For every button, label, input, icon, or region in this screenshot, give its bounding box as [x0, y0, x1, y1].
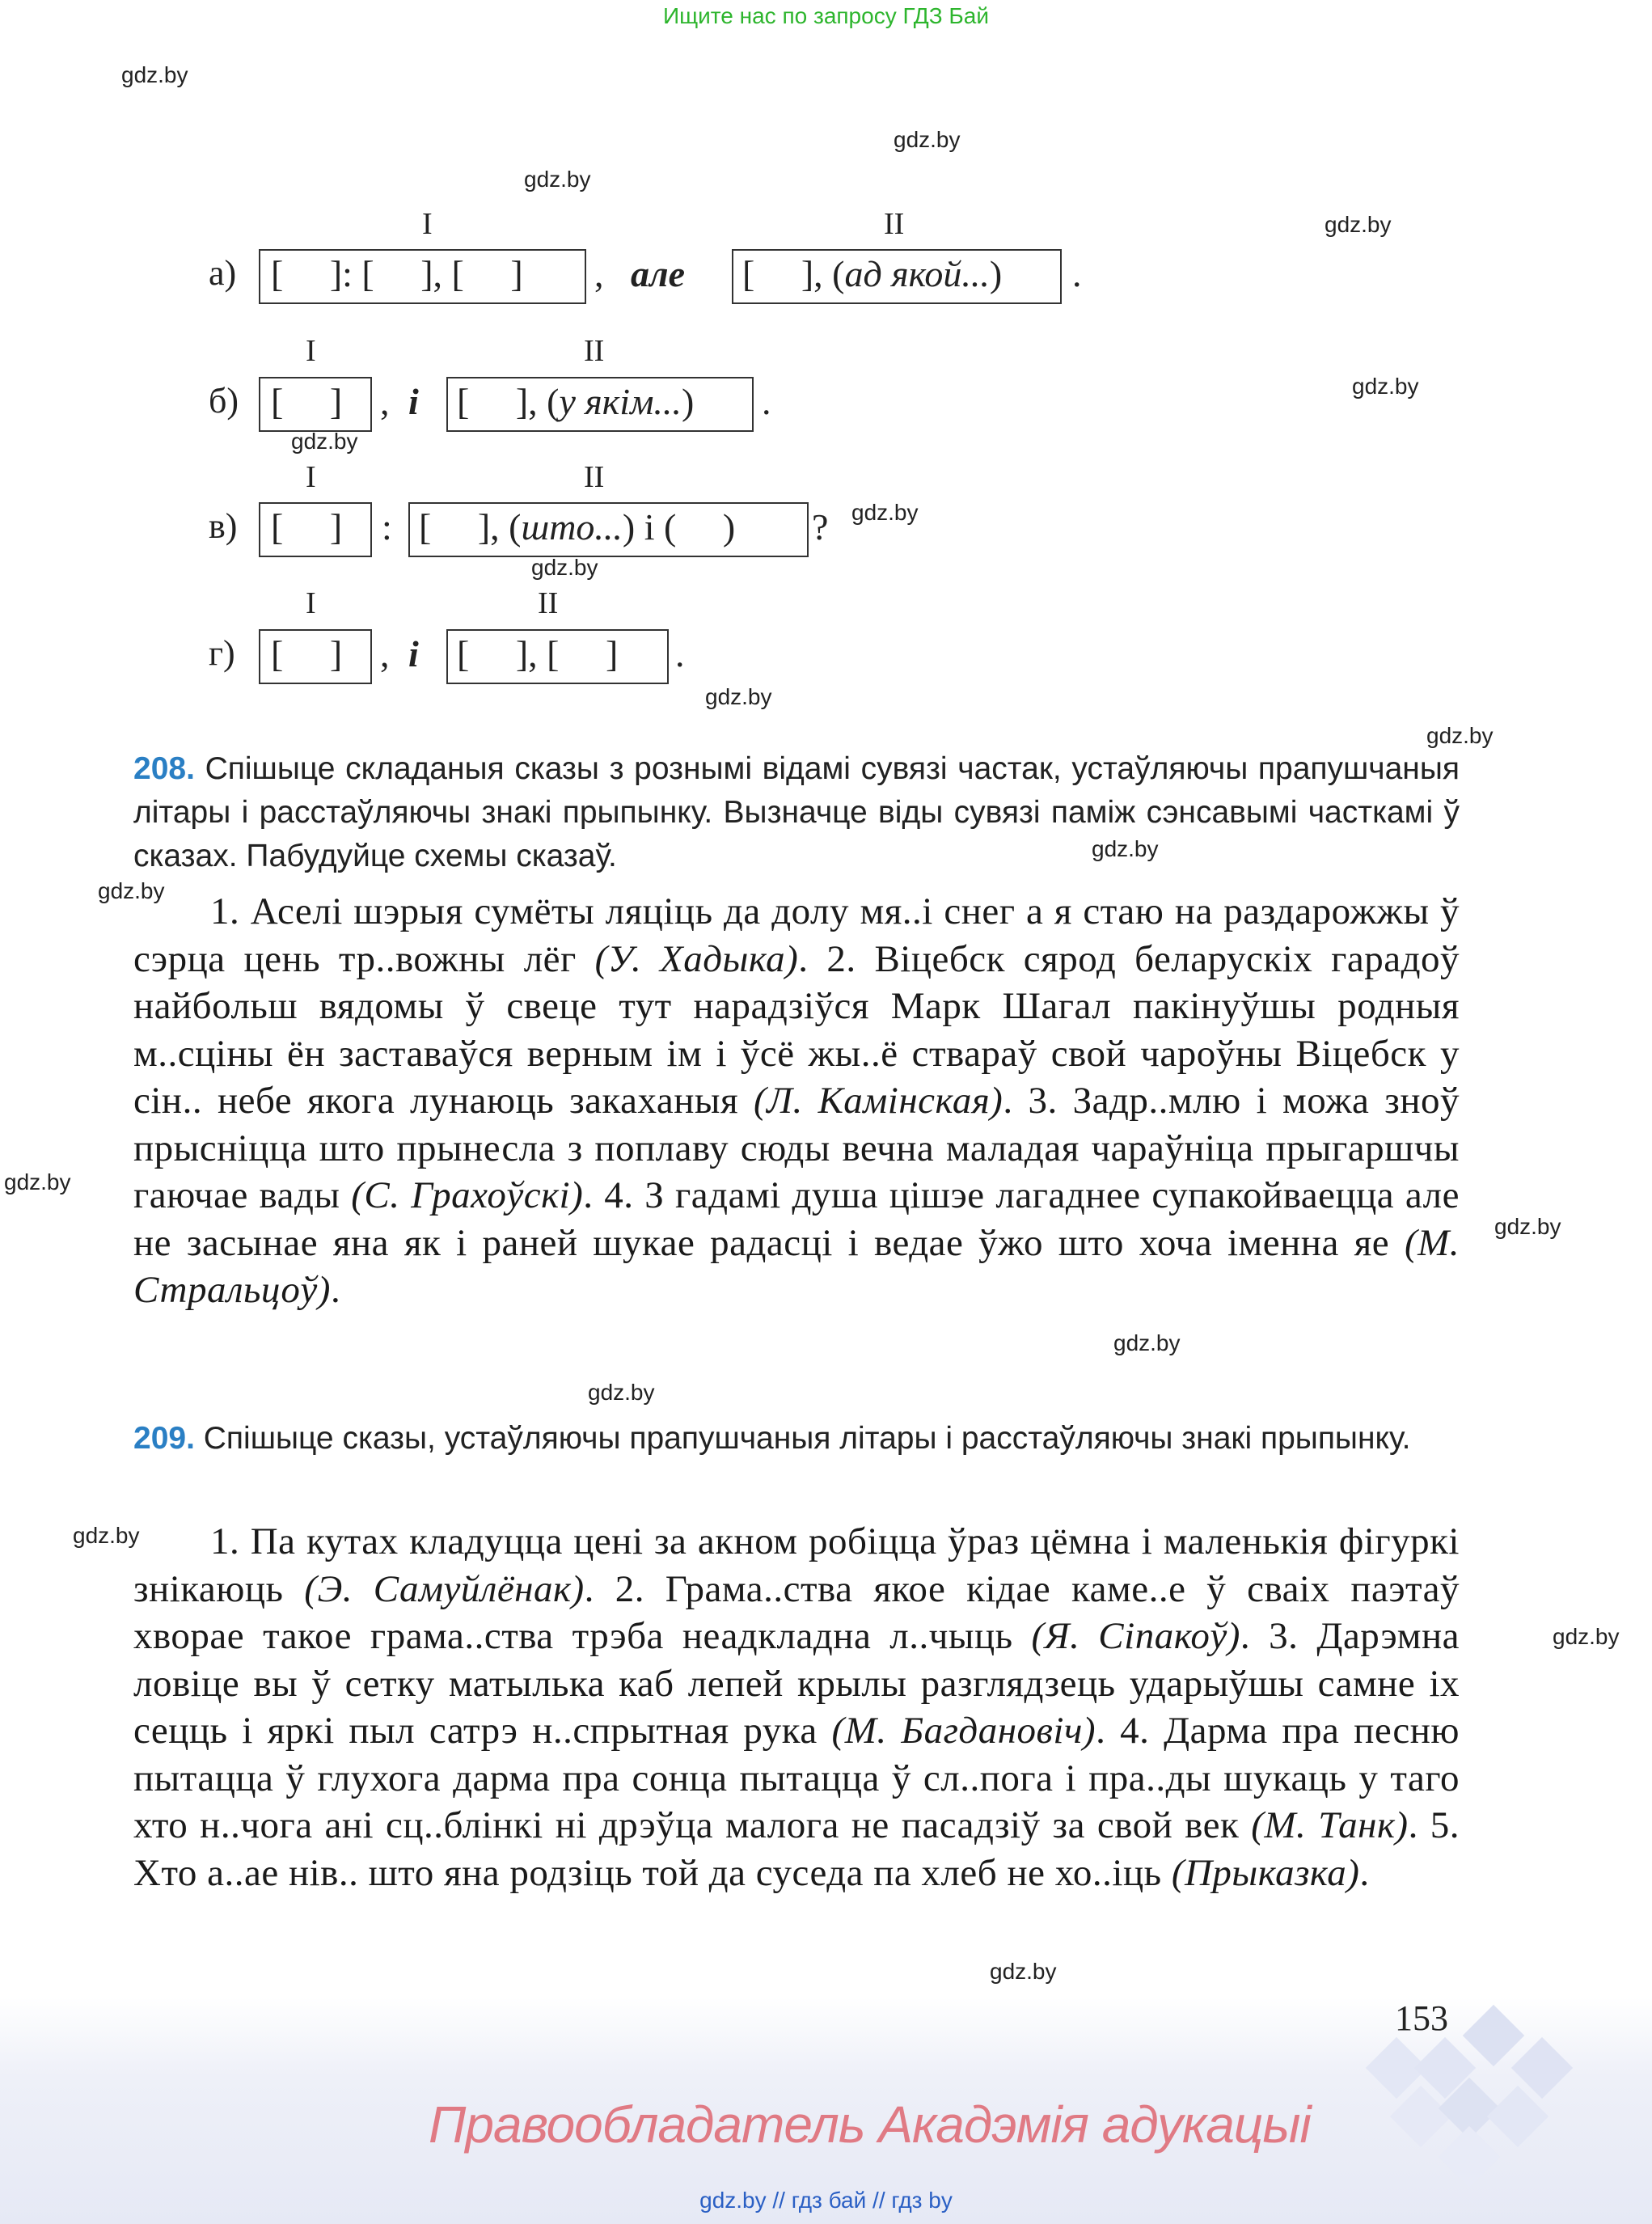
- comma: ,: [594, 253, 604, 294]
- sentence-text: .: [1359, 1851, 1370, 1894]
- part-numeral: I: [306, 586, 316, 620]
- source-attribution: (М. Багдановіч): [831, 1710, 1096, 1752]
- conjunction: і: [408, 633, 419, 674]
- watermark: gdz.by: [121, 62, 188, 87]
- watermark: gdz.by: [4, 1169, 71, 1194]
- scheme-box-text: [ ], [ ]: [457, 633, 619, 674]
- watermark: gdz.by: [291, 429, 358, 454]
- scheme-label: г): [209, 633, 235, 673]
- task-209-text: [133, 1518, 1460, 1896]
- end-mark: .: [675, 633, 685, 674]
- source-attribution: (Я. Сіпакоў): [1031, 1615, 1240, 1657]
- task-208-text: [133, 888, 1460, 1314]
- part-numeral: II: [538, 586, 559, 620]
- watermark: gdz.by: [1494, 1214, 1561, 1239]
- source-attribution: (Прыказка): [1171, 1851, 1360, 1894]
- source-attribution: (Э. Самуйлёнак): [304, 1567, 585, 1610]
- rights-holder: Правообладатель Акадэмія адукацыі: [429, 2095, 1311, 2154]
- instruction-text: Спішыце складаныя сказы з рознымі відамі сувязі частак, устаўляючы прапушчаныя літары і расстаўляючы знакі прыпынку. Вызначце віды сувязі паміж сэнсавымі часткамі ў сказах. Пабудуйце схемы сказаў.: [133, 751, 1460, 873]
- watermark: gdz.by: [990, 1959, 1057, 1984]
- scheme-box-text: [ ], (што...) і ( ): [419, 506, 736, 548]
- page-number: 153: [1395, 1998, 1448, 2038]
- colon: :: [382, 506, 392, 548]
- watermark: gdz.by: [1325, 212, 1392, 237]
- part-numeral: II: [884, 207, 905, 241]
- part-numeral: I: [306, 334, 316, 368]
- scheme-box-text: [ ]: [271, 381, 343, 422]
- source-attribution: (С. Грахоўскі): [351, 1174, 584, 1216]
- source-attribution: (М. Стральцоў): [133, 1221, 1460, 1311]
- watermark: gdz.by: [851, 500, 919, 525]
- sentence-text: . 2. Віцебск сярод беларускіх гарадоў найбольш вядомы ў свеце тут нарадзіўся Марк Шагал пакінуўшы родныя м..сціны ён заставаўся верным ім і ўсё жы..ё ствараў свой чароўны Віцебск у сін.. небе якога лунаюць закаханыя: [133, 937, 1460, 1122]
- end-mark: .: [1072, 253, 1082, 294]
- sentence-text: . 2. Грама..ства якое кідае каме..е ў сваіх паэтаў хворае такое грама..ства трэба неадкладна л..чыць: [133, 1567, 1460, 1657]
- task-number: 209.: [133, 1421, 195, 1456]
- watermark: gdz.by: [531, 555, 598, 580]
- watermark: gdz.by: [894, 127, 961, 152]
- scheme-box-text: [ ], (у якім...): [457, 381, 695, 422]
- end-mark: ?: [812, 506, 829, 548]
- part-numeral: II: [584, 460, 605, 494]
- conjunction: і: [408, 381, 419, 422]
- watermark: gdz.by: [1426, 723, 1494, 748]
- scheme-box-text: [ ]: [271, 506, 343, 548]
- task-209-instruction: [133, 1417, 1460, 1461]
- watermark: gdz.by: [1092, 836, 1159, 861]
- scheme-label: б): [209, 381, 239, 421]
- watermark: gdz.by: [1352, 374, 1419, 399]
- watermark: gdz.by: [705, 684, 772, 709]
- comma: ,: [380, 381, 390, 422]
- conjunction: але: [631, 253, 686, 294]
- scheme-box-text: [ ]: [271, 633, 343, 674]
- source-attribution: (Л. Камінская): [753, 1080, 1003, 1122]
- sentence-text: 1. Па кутах кладуцца цені за акном робіцца ўраз цёмна і маленькія фігуркі знікаюць: [133, 1520, 1460, 1610]
- sentence-text: . 3. Задр..млю і можа зноў прысніцца што прынесла з поплаву сюды вечна маладая чараўніца прыгаршчы гаючае вады: [133, 1080, 1460, 1216]
- sentence-text: . 3. Дарэмна ловіце вы ў сетку матылька каб лепей крылы разглядзець ударыўшы самне іх сецць і яркі пыл сатрэ н..спрытная рука: [133, 1615, 1460, 1752]
- watermark: gdz.by: [73, 1523, 140, 1548]
- part-numeral: I: [306, 460, 316, 494]
- sentence-text: . 4. Дарма пра песню пытацца ў глухога дарма пра сонца пытацца ў сл..пога і пра..ды шукаць у таго хто н..чога ані сц..блінкі ні дрэўца малога не пасадзіў за свой век: [133, 1710, 1460, 1846]
- task-number: 208.: [133, 751, 195, 786]
- part-numeral: II: [584, 334, 605, 368]
- comma: ,: [380, 633, 390, 674]
- watermark: gdz.by: [588, 1380, 655, 1405]
- source-attribution: (М. Танк): [1251, 1804, 1409, 1846]
- sentence-text: . 4. З гадамі душа цішэе лагаднее супакойваецца але не засынае яна як і раней шукае радасці і ведае ўжо што хоча іменна яе: [133, 1174, 1460, 1264]
- instruction-text: Спішыце сказы, устаўляючы прапушчаныя літары і расстаўляючы знакі прыпынку.: [203, 1421, 1411, 1456]
- scheme-box-text: [ ]: [ ], [ ]: [271, 253, 523, 294]
- watermark: gdz.by: [524, 167, 591, 192]
- sentence-text: 1. Аселі шэрыя сумёты ляціць да долу мя..і снег а я стаю на раздарожжы ў сэрца цень тр..вожны лёг: [133, 890, 1460, 980]
- top-banner[interactable]: Ищите нас по запросу ГДЗ Бай: [662, 3, 990, 28]
- watermark: gdz.by: [1113, 1330, 1181, 1355]
- watermark: gdz.by: [98, 878, 165, 903]
- sentence-text: . 5. Хто а..ае нів.. што яна родзіць той да суседа па хлеб не хо..іць: [133, 1804, 1460, 1894]
- task-208-instruction: [133, 747, 1460, 878]
- sentence-text: .: [330, 1269, 341, 1311]
- bottom-links[interactable]: gdz.by // гдз бай // гдз by: [699, 2188, 953, 2213]
- watermark: gdz.by: [1553, 1624, 1620, 1649]
- scheme-label: в): [209, 506, 238, 546]
- part-numeral: I: [422, 207, 433, 241]
- source-attribution: (У. Хадыка): [594, 937, 799, 980]
- scheme-label: а): [209, 253, 237, 293]
- scheme-box-text: [ ], (ад якой...): [742, 253, 1003, 294]
- end-mark: .: [762, 381, 771, 422]
